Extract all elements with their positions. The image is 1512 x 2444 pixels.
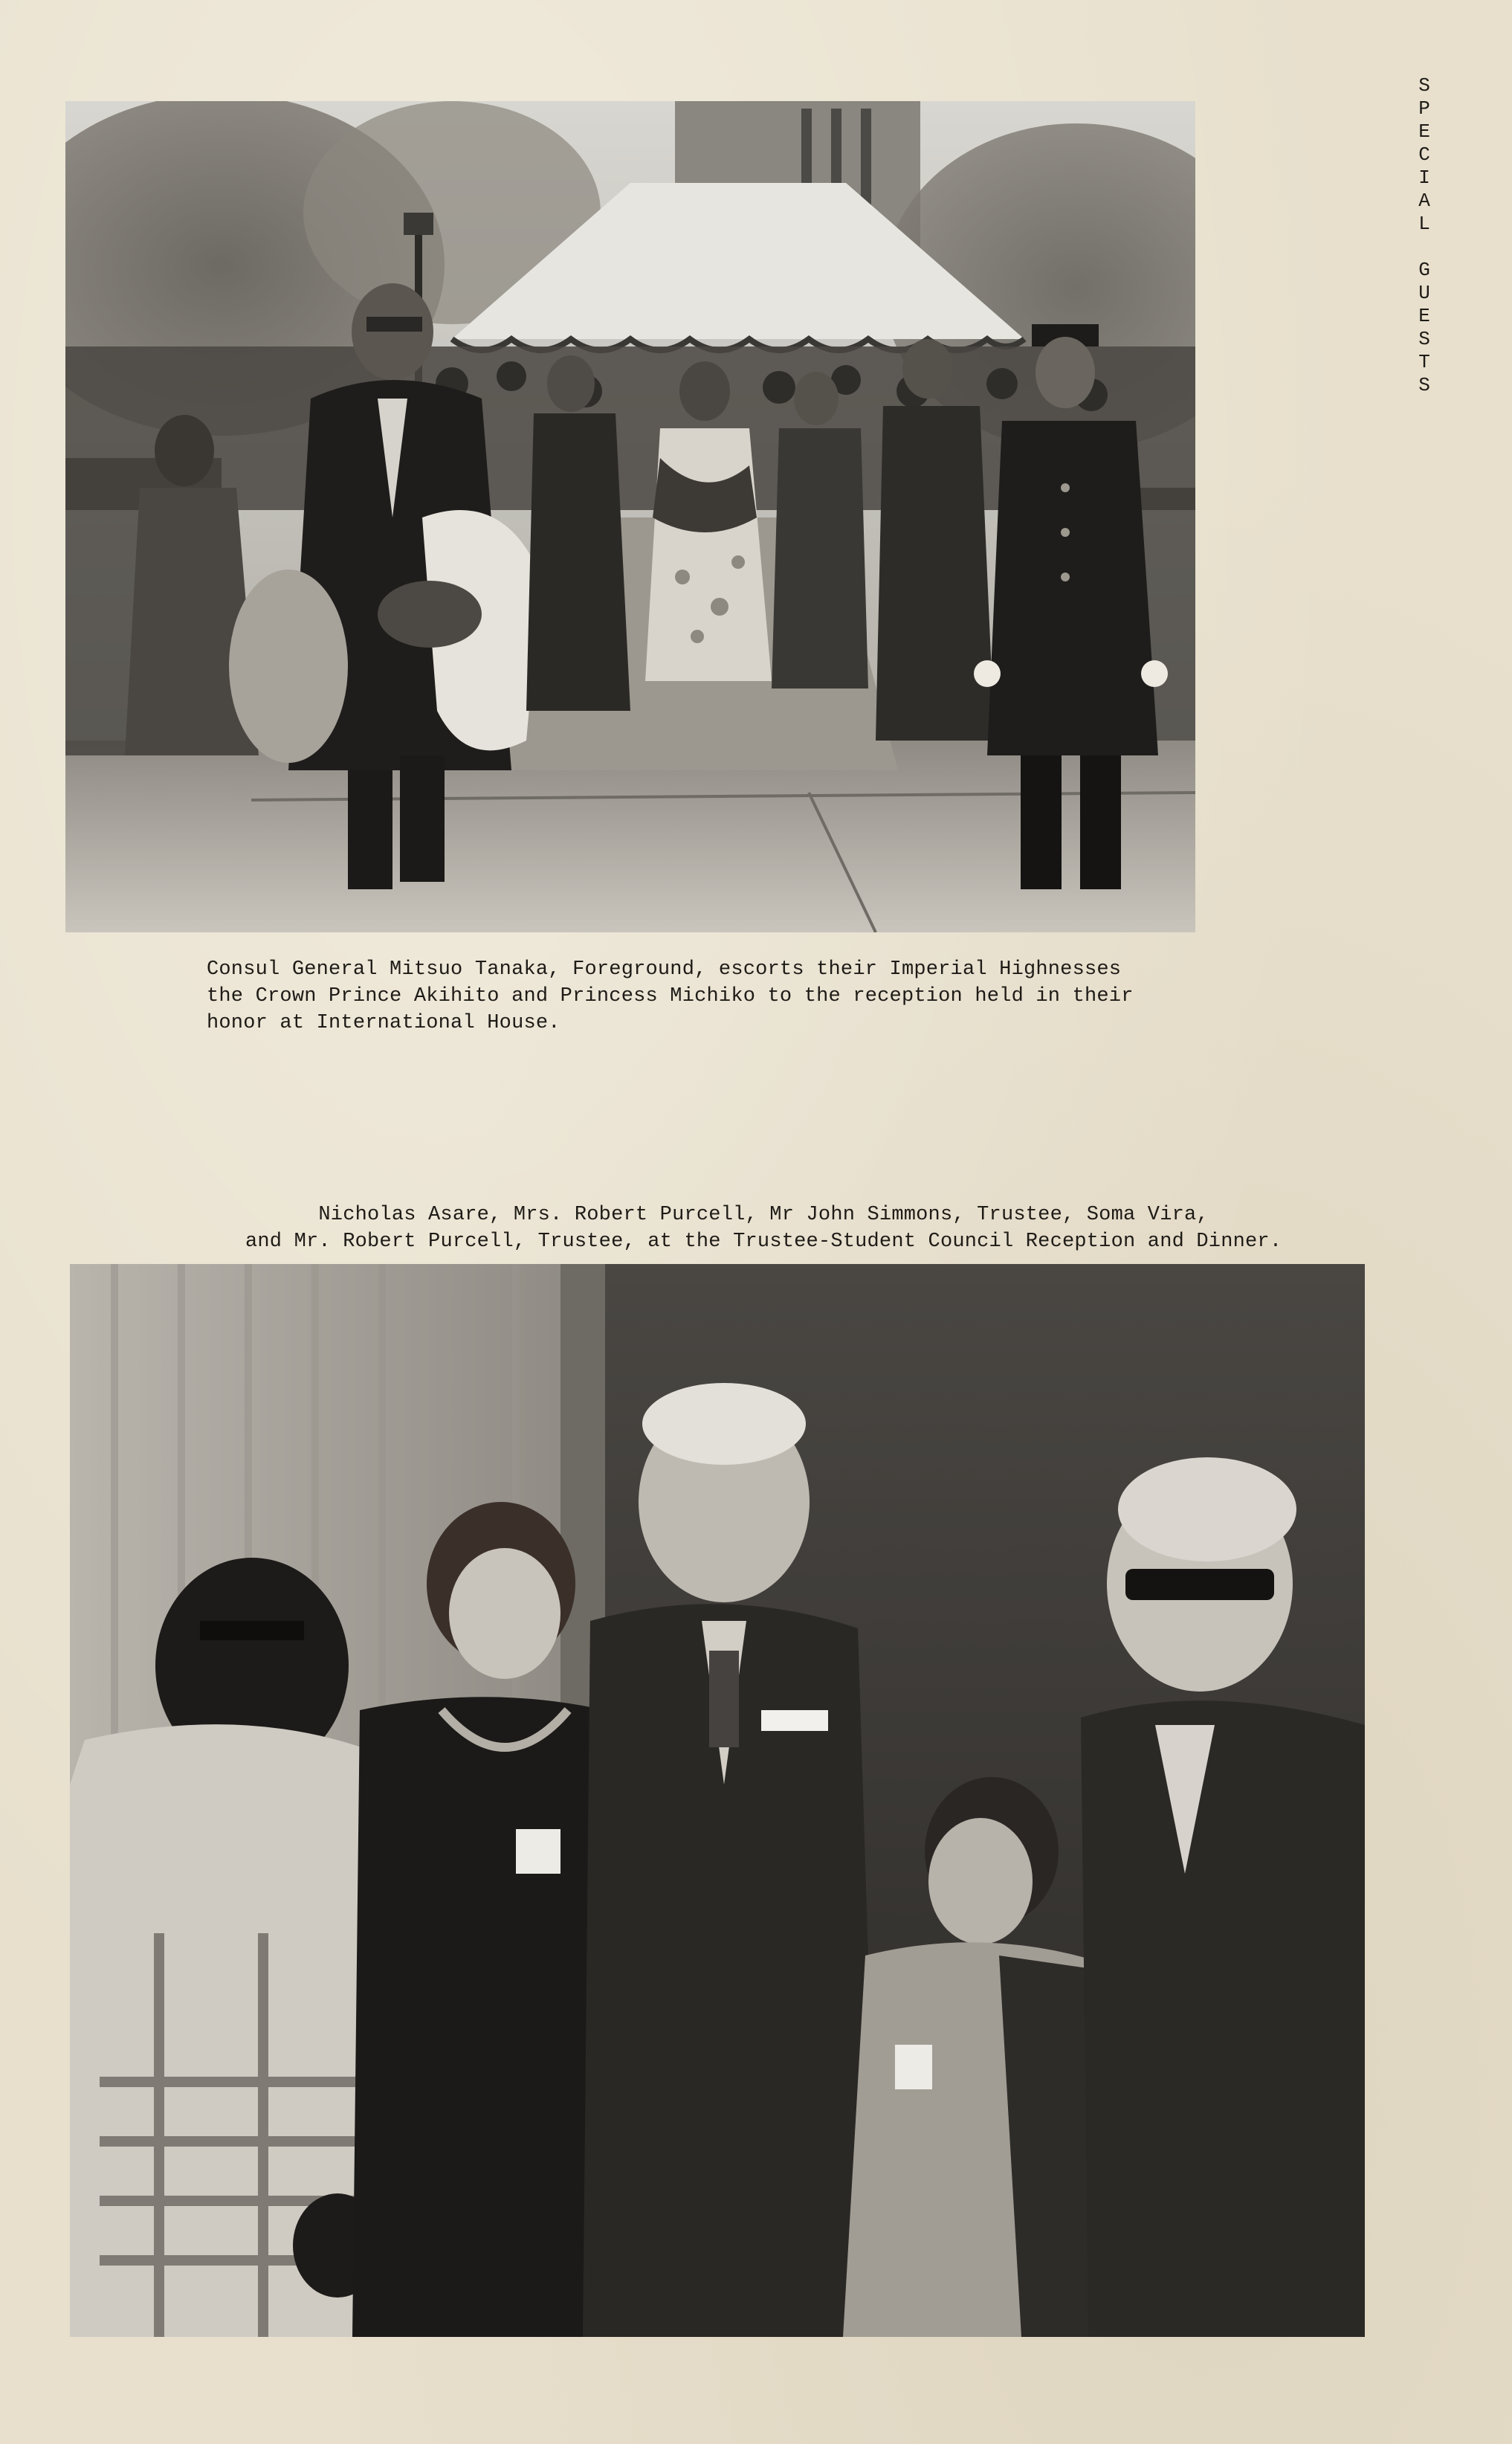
heading-letter: A	[1418, 190, 1430, 212]
heading-letter: I	[1418, 167, 1430, 189]
heading-letter: S	[1418, 328, 1430, 350]
heading-letter: C	[1418, 144, 1430, 166]
heading-letter: T	[1418, 351, 1430, 373]
heading-letter: E	[1418, 120, 1430, 143]
caption-line: the Crown Prince Akihito and Princess Michiko to the reception held in their	[207, 985, 1134, 1007]
photo-reception-image	[70, 1264, 1365, 2337]
caption-line: honor at International House.	[207, 1012, 560, 1034]
photo-procession-image	[65, 101, 1195, 932]
heading-letter: E	[1418, 305, 1430, 327]
caption-reception	[245, 1202, 1282, 1255]
heading-word-gap	[1409, 236, 1439, 259]
heading-letter: G	[1418, 259, 1430, 281]
heading-letter: L	[1418, 213, 1430, 235]
heading-letter: S	[1418, 74, 1430, 97]
caption-procession	[207, 956, 1134, 1036]
caption-line: and Mr. Robert Purcell, Trustee, at the Trustee-Student Council Reception and Dinner.	[245, 1231, 1282, 1253]
heading-letter: S	[1418, 374, 1430, 396]
heading-letter: U	[1418, 282, 1430, 304]
caption-line: Nicholas Asare, Mrs. Robert Purcell, Mr John Simmons, Trustee, Soma Vira,	[318, 1204, 1209, 1226]
photo-procession	[65, 101, 1195, 932]
heading-letter: P	[1418, 97, 1430, 120]
caption-line: Consul General Mitsuo Tanaka, Foreground, escorts their Imperial Highnesses	[207, 958, 1122, 981]
section-heading-vertical	[1409, 74, 1439, 397]
photo-reception	[70, 1264, 1365, 2337]
